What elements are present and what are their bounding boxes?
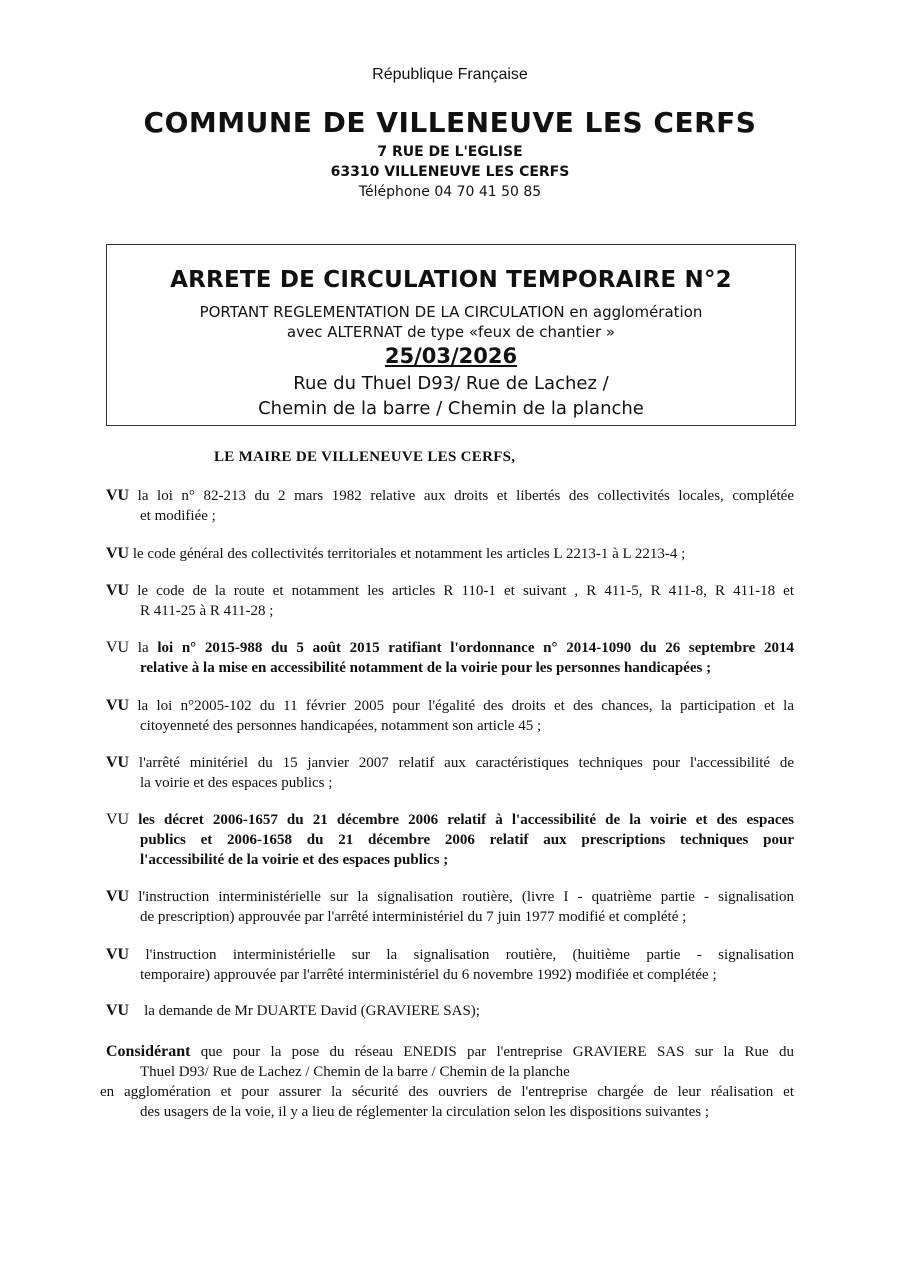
republic-label: République Française	[372, 66, 528, 83]
arrete-subtitle-1: PORTANT REGLEMENTATION DE LA CIRCULATION en agglomération	[199, 303, 703, 321]
vu-item	[106, 945, 794, 985]
considerant-keyword: Considérant	[106, 1043, 191, 1060]
vu-text: la loi n° 82-213 du 2 mars 1982 relative aux droits et libertés des collectivités locales, complétée	[137, 488, 794, 504]
vu-text-cont: la voirie et des espaces publics ;	[140, 775, 333, 791]
address-city: 63310 VILLENEUVE LES CERFS	[330, 164, 570, 180]
vu-text-bold: loi n° 2015-988 du 5 août 2015 ratifiant l'ordonnance n° 2014-1090 du 26 septembre 2014	[157, 640, 794, 656]
vu-text: le code général des collectivités territoriales et notamment les articles L 2213-1 à L 2213-4 ;	[132, 546, 686, 562]
commune-name: COMMUNE DE VILLENEUVE LES CERFS	[143, 106, 757, 139]
vu-keyword: VU	[106, 1002, 130, 1019]
vu-item	[106, 638, 794, 678]
vu-keyword: VU	[106, 754, 130, 771]
vu-item	[106, 486, 794, 526]
phone-number: Téléphone 04 70 41 50 85	[358, 184, 542, 200]
vu-text-cont: de prescription) approuvée par l'arrêté interministériel du 7 juin 1977 modifié et complété ;	[140, 909, 687, 925]
address-street: 7 RUE DE L'EGLISE	[377, 144, 523, 160]
vu-item	[106, 581, 794, 621]
vu-text-cont: et modifiée ;	[140, 508, 216, 524]
vu-keyword: VU	[106, 946, 130, 963]
vu-text-cont: relative à la mise en accessibilité notamment de la voirie pour les personnes handicapées ;	[140, 660, 712, 676]
vu-text: le code de la route et notamment les articles R 110-1 et suivant , R 411-5, R 411-8, R 411-18 et	[137, 583, 795, 599]
vu-text-cont: publics et 2006-1658 du 21 décembre 2006 relatif aux prescriptions techniques pour	[140, 832, 794, 848]
vu-item	[106, 753, 794, 793]
arrete-title-box	[106, 244, 796, 426]
considerant-paragraph	[100, 1042, 795, 1122]
vu-keyword: VU	[106, 811, 130, 828]
vu-keyword: VU	[106, 888, 130, 905]
arrete-title: ARRETE DE CIRCULATION TEMPORAIRE N°2	[170, 267, 732, 293]
vu-item	[106, 887, 794, 927]
vu-keyword: VU	[106, 545, 130, 562]
vu-item	[106, 544, 794, 564]
vu-text: la	[137, 640, 158, 656]
vu-item	[106, 1001, 794, 1021]
vu-text: la loi n°2005-102 du 11 février 2005 pour l'égalité des droits et des chances, la participation et la	[137, 698, 795, 714]
vu-item	[106, 696, 794, 736]
vu-keyword: VU	[106, 639, 130, 656]
vu-text: l'arrêté minitériel du 15 janvier 2007 relatif aux caractéristiques techniques pour l'accessibilité de	[138, 755, 795, 771]
vu-text: l'instruction interministérielle sur la signalisation routière, (livre I - quatrième partie - signalisation	[138, 889, 794, 905]
vu-keyword: VU	[106, 487, 130, 504]
arrete-streets-2: Chemin de la barre / Chemin de la planche	[258, 398, 644, 419]
maire-heading: LE MAIRE DE VILLENEUVE LES CERFS,	[214, 449, 516, 465]
vu-item	[106, 810, 794, 870]
vu-text: l'instruction interministérielle sur la signalisation routière, (huitième partie - signalisation	[145, 947, 794, 963]
considerant-text-cont: en agglomération et pour assurer la sécurité des ouvriers de l'entreprise chargée de leur réalisation et	[100, 1084, 794, 1100]
vu-text-cont: citoyenneté des personnes handicapées, notamment son article 45 ;	[140, 718, 542, 734]
considerant-text: que pour la pose du réseau ENEDIS par l'entreprise GRAVIERE SAS sur la Rue du	[200, 1044, 795, 1060]
considerant-text-cont: des usagers de la voie, il y a lieu de réglementer la circulation selon les dispositions suivantes ;	[140, 1104, 710, 1120]
vu-keyword: VU	[106, 697, 130, 714]
vu-text-bold: les décret 2006-1657 du 21 décembre 2006 relatif à l'accessibilité de la voirie et des espaces	[138, 812, 795, 828]
considerant-text-cont: Thuel D93/ Rue de Lachez / Chemin de la barre / Chemin de la planche	[140, 1064, 570, 1080]
vu-text-cont: l'accessibilité de la voirie et des espaces publics ;	[140, 852, 449, 868]
vu-keyword: VU	[106, 582, 130, 599]
vu-text: la demande de Mr DUARTE David (GRAVIERE SAS);	[144, 1003, 480, 1019]
arrete-subtitle-2: avec ALTERNAT de type «feux de chantier »	[286, 323, 616, 341]
arrete-streets-1: Rue du Thuel D93/ Rue de Lachez /	[293, 373, 609, 394]
vu-text-cont: R 411-25 à R 411-28 ;	[140, 603, 274, 619]
vu-text-cont: temporaire) approuvée par l'arrêté interministériel du 6 novembre 1992) modifiée et complétée ;	[140, 967, 717, 983]
arrete-date: 25/03/2026	[384, 344, 518, 368]
